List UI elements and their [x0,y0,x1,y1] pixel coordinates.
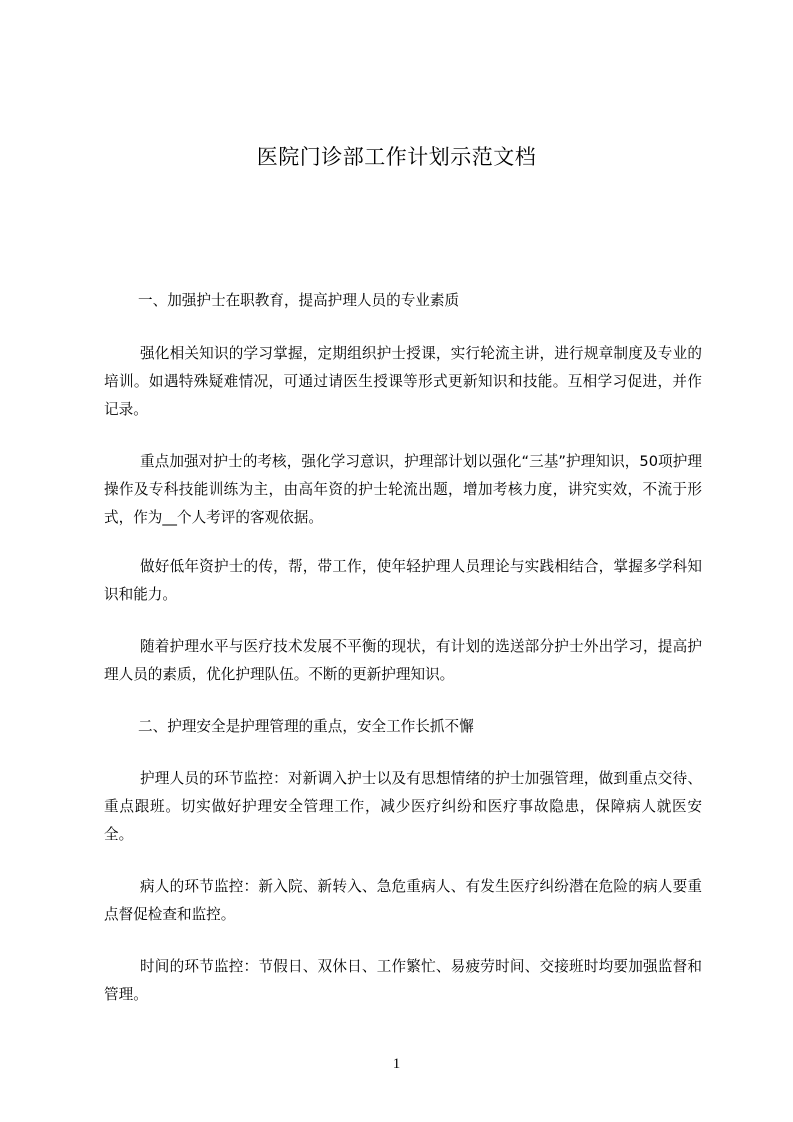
paragraph-1-4: 随着护理水平与医疗技术发展不平衡的现状，有计划的选送部分护士外出学习，提高护理人员的素质，优化护理队伍。不断的更新护理知识。 [104,638,702,683]
paragraph-2-3: 时间的环节监控：节假日、双休日、工作繁忙、易疲劳时间、交接班时均要加强监督和管理。 [104,958,702,1003]
section-heading-1: 一、加强护士在职教育，提高护理人员的专业素质 [138,292,460,309]
paragraph-1-2: 重点加强对护士的考核，强化学习意识，护理部计划以强化“三基”护理知识，50项护理操作及专科技能训练为主，由高年资的护士轮流出题，增加考核力度，讲究实效，不流于形式，作为__个人考评的客观依据。 [104,453,702,526]
paragraph-2-1: 护理人员的环节监控：对新调入护士以及有思想情绪的护士加强管理，做到重点交待、重点跟班。切实做好护理安全管理工作，减少医疗纠纷和医疗事故隐患，保障病人就医安全。 [104,770,702,843]
page-number: 1 [392,1056,401,1072]
section-heading-2: 二、护理安全是护理管理的重点，安全工作长抓不懈 [138,718,474,735]
paragraph-1-1: 强化相关知识的学习掌握，定期组织护士授课，实行轮流主讲，进行规章制度及专业的培训。如遇特殊疑难情况，可通过请医生授课等形式更新知识和技能。互相学习促进，并作记录。 [104,345,702,418]
paragraph-1-3: 做好低年资护士的传，帮，带工作，使年轻护理人员理论与实践相结合，掌握多学科知识和能力。 [104,558,702,603]
document-title: 医院门诊部工作计划示范文档 [256,145,537,169]
paragraph-2-2: 病人的环节监控：新入院、新转入、急危重病人、有发生医疗纠纷潜在危险的病人要重点督促检查和监控。 [104,878,702,923]
